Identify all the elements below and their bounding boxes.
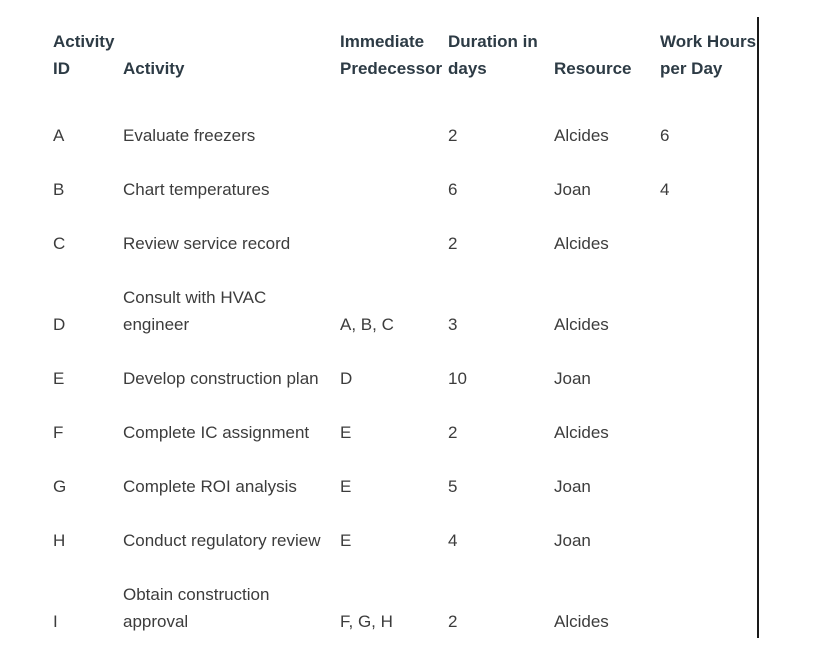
cell-hours <box>653 554 757 635</box>
cell-hours <box>653 338 757 392</box>
header-duration: Duration in days <box>448 32 538 78</box>
cell-predecessor: F, G, H <box>340 612 393 631</box>
cell-resource: Joan <box>554 369 591 388</box>
table-row <box>46 149 757 203</box>
header-predecessor: Immediate Predecessor <box>340 32 443 78</box>
table-row <box>46 203 757 257</box>
cell-id: B <box>53 180 65 199</box>
cell-predecessor <box>333 82 441 149</box>
cell-duration: 6 <box>448 180 458 199</box>
cell-resource: Joan <box>554 531 591 550</box>
cell-activity: Develop construction plan <box>123 369 319 388</box>
header-resource: Resource <box>554 59 632 78</box>
cell-hours: 4 <box>660 180 670 199</box>
cell-hours <box>653 203 757 257</box>
cell-resource: Joan <box>554 477 591 496</box>
cell-hours <box>653 257 757 338</box>
table-row <box>46 446 757 500</box>
header-activity: Activity <box>123 59 185 78</box>
cell-id: A <box>53 126 65 145</box>
cell-duration: 4 <box>448 531 458 550</box>
cell-activity: Chart temperatures <box>123 180 270 199</box>
cell-duration: 5 <box>448 477 458 496</box>
cell-hours <box>653 392 757 446</box>
header-work-hours: Work Hours per Day <box>660 32 757 78</box>
cell-resource: Alcides <box>554 315 609 334</box>
cell-duration: 2 <box>448 612 458 631</box>
cell-duration: 2 <box>448 423 458 442</box>
cell-duration: 2 <box>448 126 458 145</box>
cell-predecessor: D <box>340 369 353 388</box>
header-activity-id: Activity ID <box>53 32 115 78</box>
cell-resource: Alcides <box>554 126 609 145</box>
cell-duration: 10 <box>448 369 467 388</box>
cell-predecessor: E <box>340 477 352 496</box>
cell-activity: Complete ROI analysis <box>123 477 297 496</box>
table-row <box>46 554 757 635</box>
cell-duration: 2 <box>448 234 458 253</box>
cell-predecessor: A, B, C <box>340 315 394 334</box>
cell-activity: Complete IC assignment <box>123 423 310 442</box>
cell-resource: Alcides <box>554 234 609 253</box>
cell-predecessor <box>333 149 441 203</box>
table-row <box>46 392 757 446</box>
cell-id: F <box>53 423 64 442</box>
cell-activity: Evaluate freezers <box>123 126 256 145</box>
cell-id: I <box>53 612 58 631</box>
cell-predecessor: E <box>340 423 352 442</box>
cell-activity: Conduct regulatory review <box>123 531 321 550</box>
activity-table <box>46 28 757 635</box>
table-row <box>46 338 757 392</box>
header-row <box>46 28 757 82</box>
cell-hours: 6 <box>660 126 670 145</box>
cell-id: D <box>53 315 66 334</box>
cell-id: C <box>53 234 66 253</box>
cell-activity: Consult with HVAC engineer <box>123 288 267 334</box>
cell-activity: Review service record <box>123 234 291 253</box>
table-right-border <box>757 17 759 638</box>
table-row <box>46 257 757 338</box>
cell-id: E <box>53 369 65 388</box>
cell-id: G <box>53 477 67 496</box>
cell-hours <box>653 500 757 554</box>
table-row <box>46 500 757 554</box>
table-row <box>46 82 757 149</box>
cell-predecessor <box>333 203 441 257</box>
cell-duration: 3 <box>448 315 458 334</box>
cell-id: H <box>53 531 66 550</box>
cell-resource: Alcides <box>554 612 609 631</box>
cell-resource: Alcides <box>554 423 609 442</box>
cell-activity: Obtain construction approval <box>123 585 270 631</box>
cell-resource: Joan <box>554 180 591 199</box>
cell-hours <box>653 446 757 500</box>
cell-predecessor: E <box>340 531 352 550</box>
